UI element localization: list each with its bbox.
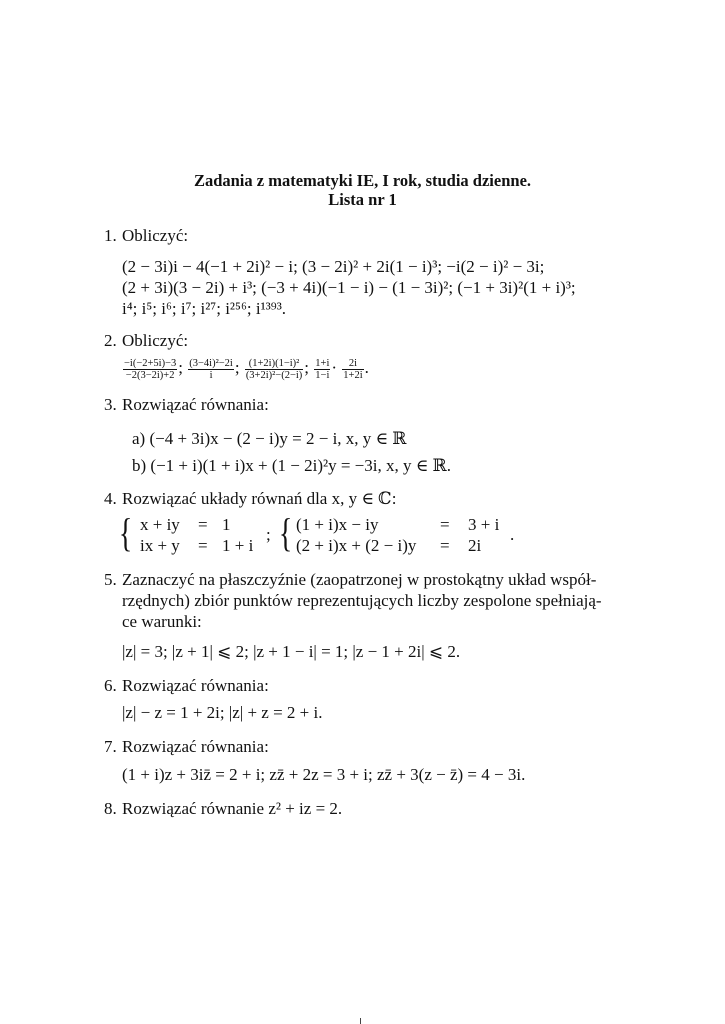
fraction: $\frac{\text{(3−4i)²−2i}}{i}$ bbox=[189, 357, 233, 381]
task-7-formula: (1 + i)z + 3iz̄ = 2 + i; zz̄ + 2z = 3 + i; zz̄ + 3(z − z̄) = 4 − 3i. bbox=[122, 765, 526, 784]
task-1-formula-line: (2 + 3i)(3 − 2i) + i³; (−3 + 4i)(−1 − i) − (1 − 3i)²; (−1 + 3i)²(1 + i)³; bbox=[122, 278, 576, 297]
page-edge-mark bbox=[360, 1018, 365, 1024]
system1-row1-lhs: x + iy bbox=[140, 515, 180, 534]
task-label: Rozwiązać równania: bbox=[122, 737, 269, 756]
task-number: 4. bbox=[104, 489, 117, 508]
task-number: 2. bbox=[104, 331, 117, 350]
task-number: 7. bbox=[104, 737, 117, 756]
fraction: $\frac{-i(-2+5i)-3}{-2(3-2i)+2}$ bbox=[124, 357, 177, 381]
task-number: 8. bbox=[104, 799, 117, 818]
fraction: $\frac{1+i}{1-i}$ bbox=[315, 357, 330, 381]
task-text-line: Zaznaczyć na płaszczyźnie (zaopatrzonej w prostokątny układ współ- bbox=[122, 570, 597, 589]
task-5-formula: |z| = 3; |z + 1| ⩽ 2; |z + 1 − i| = 1; |z − 1 + 2i| ⩽ 2. bbox=[122, 642, 461, 661]
task-1-formula-line: (2 − 3i)i − 4(−1 + 2i)² − i; (3 − 2i)² + 2i(1 − i)³; −i(2 − i)² − 3i; bbox=[122, 257, 545, 276]
document-subtitle: Lista nr 1 bbox=[328, 190, 397, 209]
system2-row1-rhs: 3 + i bbox=[468, 515, 500, 534]
left-brace-icon: { bbox=[278, 510, 293, 555]
task-label: Rozwiązać równanie z² + iz = 2. bbox=[122, 799, 343, 818]
left-brace-icon: { bbox=[118, 510, 133, 555]
system1-row1-rhs: 1 bbox=[222, 515, 231, 534]
system1-row1-eq: = bbox=[198, 515, 208, 534]
system2-row2-eq: = bbox=[440, 536, 450, 555]
task-number: 3. bbox=[104, 395, 117, 414]
systems-separator: ; bbox=[266, 525, 271, 544]
task-label: Obliczyć: bbox=[122, 226, 189, 245]
system2-row1-eq: = bbox=[440, 515, 450, 534]
system2-row2-lhs: (2 + i)x + (2 − i)y bbox=[296, 536, 417, 555]
system1-row2-lhs: ix + y bbox=[140, 536, 180, 555]
task-number: 5. bbox=[104, 570, 117, 589]
system1-row2-eq: = bbox=[198, 536, 208, 555]
task-2-fractions: $\frac{-i(-2+5i)-3}{-2(3-2i)+2}$ ; $\frac{\text{(3−4i)²−2i}}{i}$ ; $\frac{\text{(1+2i)(1−i)²}}{\text{(3+2i)²−(2−i)}}$ ; $\frac{1+i}{1-i}$ · $\frac{2i}{1+2i}$ . bbox=[124, 357, 369, 381]
task-3-equation-b: b) (−1 + i)(1 + i)x + (1 − 2i)²y = −3i, x, y ∈ ℝ. bbox=[132, 456, 451, 475]
task-text-line: ce warunki: bbox=[122, 612, 202, 631]
task-label: Rozwiązać równania: bbox=[122, 395, 269, 414]
task-4-systems bbox=[118, 510, 542, 558]
system2-row1-lhs: (1 + i)x − iy bbox=[296, 515, 379, 534]
task-label: Rozwiązać równania: bbox=[122, 676, 269, 695]
task-label: Rozwiązać układy równań dla x, y ∈ ℂ: bbox=[122, 489, 397, 508]
systems-end: . bbox=[510, 525, 515, 544]
task-1-formula-line: i⁴; i⁵; i⁶; i⁷; i²⁷; i²⁵⁶; i¹³⁹³. bbox=[122, 299, 287, 318]
task-6-formula: |z| − z = 1 + 2i; |z| + z = 2 + i. bbox=[122, 703, 323, 722]
fraction: $\frac{2i}{1+2i}$ bbox=[343, 357, 363, 381]
task-label: Obliczyć: bbox=[122, 331, 189, 350]
task-text-line: rzędnych) zbiór punktów reprezentujących liczby zespolone spełniają- bbox=[122, 591, 602, 610]
system2-row2-rhs: 2i bbox=[468, 536, 482, 555]
task-number: 1. bbox=[104, 226, 117, 245]
system1-row2-rhs: 1 + i bbox=[222, 536, 254, 555]
fraction: $\frac{\text{(1+2i)(1−i)²}}{\text{(3+2i)²−(2−i)}}$ bbox=[245, 357, 303, 381]
document-title: Zadania z matematyki IE, I rok, studia dzienne. bbox=[193, 171, 532, 190]
task-3-equation-a: a) (−4 + 3i)x − (2 − i)y = 2 − i, x, y ∈ ℝ bbox=[132, 429, 407, 448]
task-number: 6. bbox=[104, 676, 117, 695]
